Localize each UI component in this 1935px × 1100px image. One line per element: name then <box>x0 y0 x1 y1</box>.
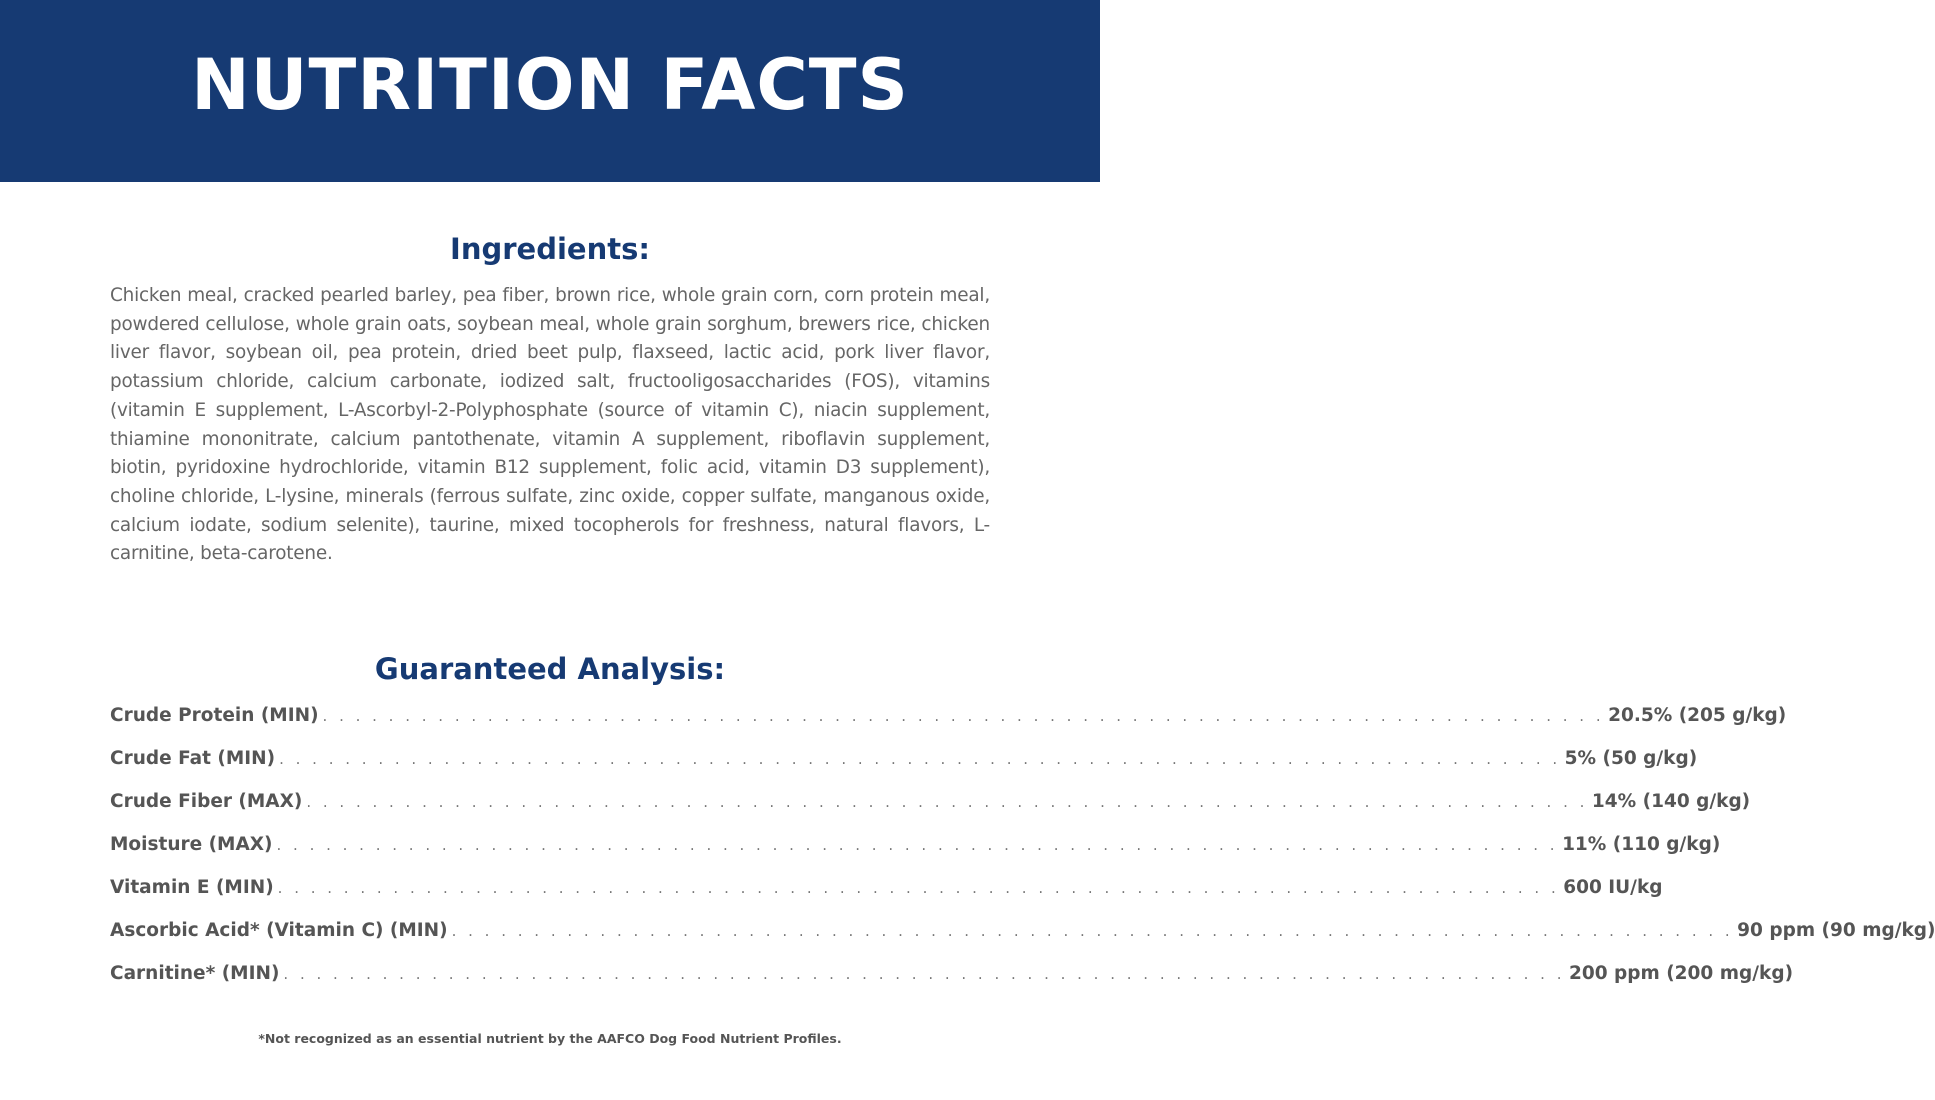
analysis-value: 600 IU/kg <box>1563 877 1663 898</box>
footnote: *Not recognized as an essential nutrient by the AAFCO Dog Food Nutrient Profiles. <box>258 1031 842 1046</box>
analysis-row <box>110 705 1787 748</box>
analysis-label: Ascorbic Acid* (Vitamin C) (MIN) <box>110 920 448 941</box>
analysis-value: 5% (50 g/kg) <box>1564 748 1698 769</box>
guaranteed-analysis-table <box>110 705 1935 1006</box>
analysis-row <box>110 920 1935 963</box>
analysis-label: Crude Fat (MIN) <box>110 748 276 769</box>
analysis-value: 200 ppm (200 mg/kg) <box>1568 963 1794 984</box>
page-title: NUTRITION FACTS <box>191 44 909 126</box>
analysis-label: Vitamin E (MIN) <box>110 877 274 898</box>
dot-leader: . . . . . . . . . . . . . . . . . . . . . . . . . . . . . . . . . . . . . . . . . . . . . . . . . . . . . . . . . . . . . . . . . . . . . . . . . . . . . . <box>451 922 1734 940</box>
analysis-value: 11% (110 g/kg) <box>1562 834 1721 855</box>
dot-leader: . . . . . . . . . . . . . . . . . . . . . . . . . . . . . . . . . . . . . . . . . . . . . . . . . . . . . . . . . . . . . . . . . . . . . . . . . . . . . . <box>277 879 1560 897</box>
analysis-label: Moisture (MAX) <box>110 834 273 855</box>
analysis-value: 14% (140 g/kg) <box>1591 791 1751 812</box>
analysis-row <box>110 963 1794 1006</box>
analysis-row <box>110 791 1751 834</box>
analysis-value: 90 ppm (90 mg/kg) <box>1737 920 1935 941</box>
guaranteed-analysis-heading: Guaranteed Analysis: <box>374 652 726 686</box>
analysis-value: 20.5% (205 g/kg) <box>1608 705 1787 726</box>
ingredients-heading: Ingredients: <box>450 232 650 266</box>
dot-leader: . . . . . . . . . . . . . . . . . . . . . . . . . . . . . . . . . . . . . . . . . . . . . . . . . . . . . . . . . . . . . . . . . . . . . . . . . . . . . . <box>276 836 1559 854</box>
header-banner <box>0 0 1100 182</box>
dot-leader: . . . . . . . . . . . . . . . . . . . . . . . . . . . . . . . . . . . . . . . . . . . . . . . . . . . . . . . . . . . . . . . . . . . . . . . . . . . . . . <box>279 750 1561 768</box>
analysis-row <box>110 748 1698 791</box>
analysis-row <box>110 834 1721 877</box>
dot-leader: . . . . . . . . . . . . . . . . . . . . . . . . . . . . . . . . . . . . . . . . . . . . . . . . . . . . . . . . . . . . . . . . . . . . . . . . . . . . . . <box>306 793 1588 811</box>
analysis-label: Crude Fiber (MAX) <box>110 791 303 812</box>
analysis-label: Carnitine* (MIN) <box>110 963 280 984</box>
analysis-row <box>110 877 1663 920</box>
analysis-label: Crude Protein (MIN) <box>110 705 319 726</box>
dot-leader: . . . . . . . . . . . . . . . . . . . . . . . . . . . . . . . . . . . . . . . . . . . . . . . . . . . . . . . . . . . . . . . . . . . . . . . . . . . . . . <box>322 707 1605 725</box>
ingredients-text: Chicken meal, cracked pearled barley, pea fiber, brown rice, whole grain corn, corn protein meal, powdered cellulose, whole grain oats, soybean meal, whole grain sorghum, brewers rice, chicken liver flavor, soybean oil, pea protein, dried beet pulp, flaxseed, lactic acid, pork liver flavor, potassium chloride, calcium carbonate, iodized salt, fructooligosaccharides (FOS), vitamins (vitamin E supplement, L-Ascorbyl-2-Polyphosphate (source of vitamin C), niacin supplement, thiamine mononitrate, calcium pantothenate, vitamin A supplement, riboflavin supplement, biotin, pyridoxine hydrochloride, vitamin B12 supplement, folic acid, vitamin D3 supplement), choline chloride, L-lysine, minerals (ferrous sulfate, zinc oxide, copper sulfate, manganous oxide, calcium iodate, sodium selenite), taurine, mixed tocopherols for freshness, natural flavors, L-carnitine, beta-carotene. <box>110 285 990 565</box>
dot-leader: . . . . . . . . . . . . . . . . . . . . . . . . . . . . . . . . . . . . . . . . . . . . . . . . . . . . . . . . . . . . . . . . . . . . . . . . . . . . . . <box>283 965 1565 983</box>
